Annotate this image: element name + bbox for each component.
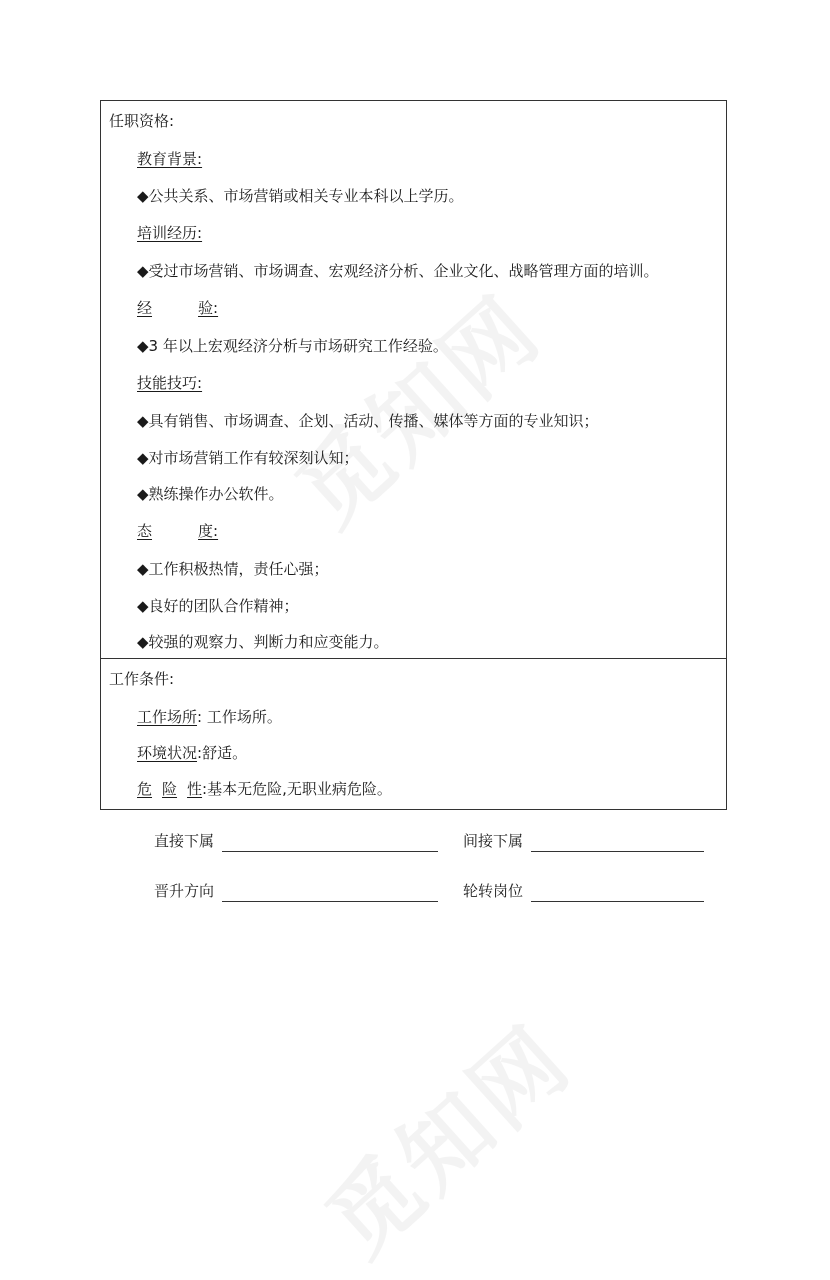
promotion-direction-blank[interactable] — [222, 901, 438, 902]
experience-item: ◆3 年以上宏观经济分析与市场研究工作经验。 — [137, 337, 448, 355]
qualifications-heading: 任职资格: — [109, 112, 175, 130]
skills-label: 技能技巧: — [137, 374, 203, 392]
rotation-position-blank[interactable] — [531, 901, 704, 902]
environment-label: 环境状况 — [137, 744, 198, 762]
workplace-value: : 工作场所。 — [197, 708, 282, 726]
danger-label: 危 险 性 — [137, 780, 203, 798]
indirect-subordinate-blank[interactable] — [531, 851, 704, 852]
qualifications-section — [101, 101, 726, 658]
skills-item: ◆具有销售、市场调查、企划、活动、传播、媒体等方面的专业知识； — [137, 412, 599, 430]
skills-item: ◆熟练操作办公软件。 — [137, 485, 284, 503]
education-label: 教育背景: — [137, 150, 203, 168]
danger-value: :基本无危险,无职业病危险。 — [202, 780, 392, 798]
direct-subordinate-blank[interactable] — [222, 851, 438, 852]
danger-row — [137, 779, 392, 799]
watermark — [293, 990, 594, 1279]
footer-row-career — [154, 880, 706, 904]
experience-label: 经 验: — [137, 299, 219, 317]
attitude-item: ◆较强的观察力、判断力和应变能力。 — [137, 633, 389, 651]
environment-row — [137, 743, 247, 763]
conditions-section — [101, 658, 726, 809]
training-item: ◆受过市场营销、市场调查、宏观经济分析、企业文化、战略管理方面的培训。 — [137, 262, 659, 280]
attitude-label: 态 度: — [137, 522, 219, 540]
environment-value: :舒适。 — [197, 744, 248, 762]
promotion-direction-label: 晋升方向 — [154, 882, 215, 900]
direct-subordinate-label: 直接下属 — [154, 832, 215, 850]
skills-item: ◆对市场营销工作有较深刻认知； — [137, 449, 359, 467]
attitude-item: ◆良好的团队合作精神； — [137, 597, 299, 615]
education-item: ◆公共关系、市场营销或相关专业本科以上学历。 — [137, 187, 464, 205]
footer-row-subordinates — [154, 830, 706, 854]
attitude-item: ◆工作积极热情，责任心强； — [137, 560, 329, 578]
job-requirements-table — [100, 100, 727, 810]
conditions-heading: 工作条件: — [109, 670, 175, 688]
training-label: 培训经历: — [137, 224, 203, 242]
workplace-label: 工作场所 — [137, 708, 198, 726]
rotation-position-label: 轮转岗位 — [463, 882, 524, 900]
indirect-subordinate-label: 间接下属 — [463, 832, 524, 850]
workplace-row — [137, 707, 282, 727]
